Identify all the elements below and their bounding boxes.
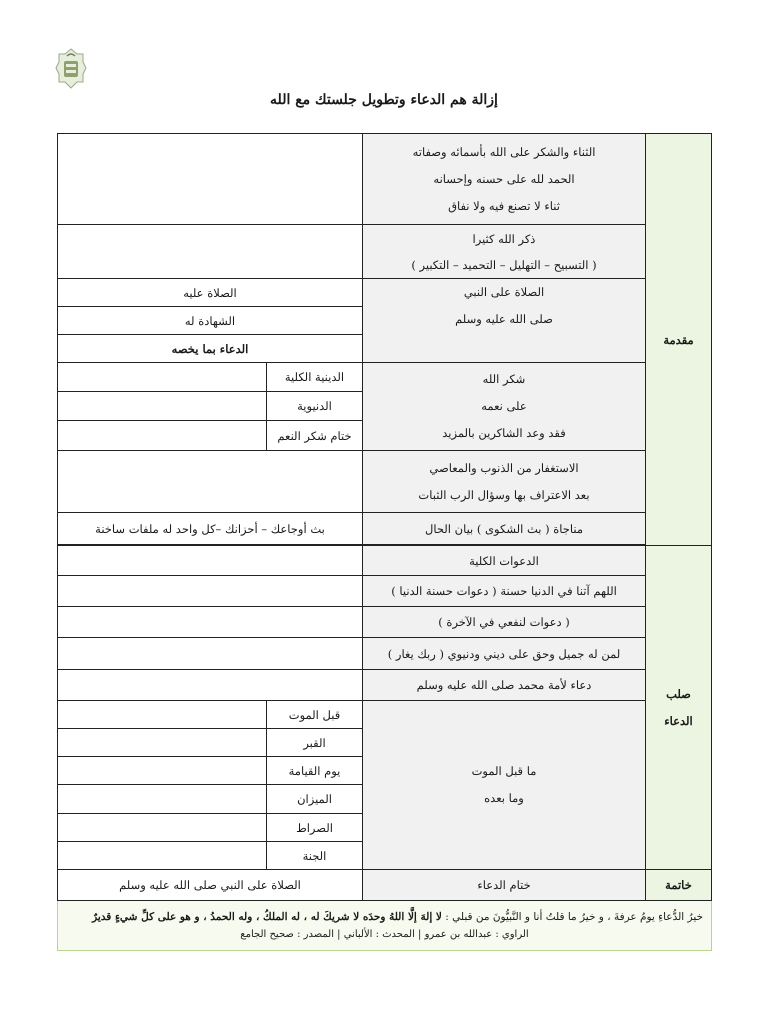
- table-row: [58, 901, 712, 951]
- death-side-5: الصراط: [267, 814, 363, 842]
- shukr-line-2: على نعمه: [481, 399, 527, 413]
- table-row: [58, 701, 712, 729]
- section-body-label: صلب الدعاء: [664, 686, 693, 728]
- shukr-cell: [363, 363, 646, 451]
- table-row: [58, 670, 712, 701]
- shukr-side-3: ختام شكر النعم: [267, 421, 363, 451]
- dawat-2: اللهم آتنا في الدنيا حسنة ( دعوات حسنة الدنيا ): [363, 576, 646, 607]
- praise-line-2: الحمد لله على حسنه وإحسانه: [433, 171, 575, 186]
- hadith-text: [66, 908, 703, 926]
- dua-structure-table: [57, 133, 712, 951]
- empty-cell: [58, 392, 267, 421]
- khitam-cell: ختام الدعاء: [363, 870, 646, 901]
- dawat-5: دعاء لأمة محمد صلى الله عليه وسلم: [363, 670, 646, 701]
- istighfar-line-2: بعد الاعتراف بها وسؤال الرب الثبات: [418, 487, 590, 502]
- hadith-footer: [58, 901, 712, 951]
- table-row: [58, 638, 712, 670]
- death-side-6: الجنة: [267, 842, 363, 870]
- shukr-side-1: الدينية الكلية: [267, 363, 363, 392]
- praise-cell: [363, 134, 646, 225]
- empty-cell: [58, 546, 363, 576]
- empty-cell: [58, 814, 267, 842]
- table-row: [58, 870, 712, 901]
- salat-line-2: صلى الله عليه وسلم: [455, 312, 553, 326]
- salat-line-1: الصلاة على النبي: [463, 285, 545, 299]
- empty-cell: [58, 421, 267, 451]
- page-title: إزالة هم الدعاء وتطويل جلستك مع الله: [270, 92, 498, 108]
- emblem-logo-icon: [55, 48, 87, 90]
- empty-cell: [58, 785, 267, 814]
- istighfar-line-1: الاستغفار من الذنوب والمعاصي: [429, 460, 579, 475]
- hadith-source: الراوي : عبدالله بن عمرو | المحدث : الألباني | المصدر : صحيح الجامع: [240, 928, 529, 940]
- dawat-4: لمن له جميل وحق على ديني ودنيوي ( ربك يغار ): [363, 638, 646, 670]
- khitam-side: الصلاة على النبي صلى الله عليه وسلم: [58, 870, 363, 901]
- empty-cell: [58, 363, 267, 392]
- shukr-line-3: فقد وعد الشاكرين بالمزيد: [442, 426, 566, 440]
- death-line-2: وما بعده: [484, 791, 524, 805]
- section-intro: مقدمة: [646, 134, 712, 546]
- death-line-1: ما قبل الموت: [471, 764, 537, 778]
- shukr-side-2: الدنيوية: [267, 392, 363, 421]
- empty-cell: [58, 576, 363, 607]
- empty-cell: [58, 225, 363, 279]
- table-row: [58, 513, 712, 545]
- section-conclusion: خاتمة: [646, 870, 712, 901]
- empty-cell: [58, 451, 363, 513]
- table-row: [58, 546, 712, 576]
- dhikr-line-2: ( التسبيح – التهليل – التحميد – التكبير ): [411, 257, 597, 272]
- death-side-3: يوم القيامة: [267, 757, 363, 785]
- section-body: [646, 546, 712, 870]
- table-row: [58, 607, 712, 638]
- table-row: [58, 279, 712, 307]
- empty-cell: [58, 842, 267, 870]
- salat-side-3: الدعاء بما يخصه: [58, 335, 363, 363]
- death-side-4: الميزان: [267, 785, 363, 814]
- empty-cell: [58, 134, 363, 225]
- empty-cell: [58, 670, 363, 701]
- dawat-1: الدعوات الكلية: [363, 546, 646, 576]
- dhikr-cell: [363, 225, 646, 279]
- table-row: [58, 363, 712, 392]
- empty-cell: [58, 701, 267, 729]
- salat-side-2: الشهادة له: [58, 307, 363, 335]
- empty-cell: [58, 638, 363, 670]
- table-row: [58, 134, 712, 225]
- death-side-2: القبر: [267, 729, 363, 757]
- munajat-cell: مناجاة ( بث الشكوى ) بيان الحال: [363, 513, 646, 545]
- hadith-bold: لا إلهَ إلَّا اللهُ وحدَه لا شريكَ له ، له الملكُ ، وله الحمدُ ، و هو على كلِّ شيءٍ قديرٌ: [92, 910, 442, 923]
- istighfar-cell: [363, 451, 646, 513]
- dhikr-line-1: ذكر الله كثيرا: [472, 231, 536, 246]
- table-row: [58, 576, 712, 607]
- shukr-line-1: شكر الله: [482, 372, 526, 386]
- dawat-3: ( دعوات لنفعي في الآخرة ): [363, 607, 646, 638]
- salat-side-1: الصلاة عليه: [58, 279, 363, 307]
- praise-line-3: ثناء لا تصنع فيه ولا نفاق: [448, 198, 560, 213]
- praise-line-1: الثناء والشكر على الله بأسمائه وصفاته: [412, 144, 596, 159]
- death-side-1: قبل الموت: [267, 701, 363, 729]
- empty-cell: [58, 607, 363, 638]
- table-row: [58, 225, 712, 279]
- salat-cell: [363, 279, 646, 363]
- munajat-side: بث أوجاعك – أحزانك –كل واحد له ملفات ساخنة: [58, 513, 363, 545]
- table-row: [58, 451, 712, 513]
- death-cell: [363, 701, 646, 870]
- empty-cell: [58, 757, 267, 785]
- hadith-intro: خيرُ الدُّعاءِ يومُ عرفةَ ، و خيرُ ما قلتُ أنا و النَّبيُّونَ من قبلي :: [445, 910, 703, 923]
- empty-cell: [58, 729, 267, 757]
